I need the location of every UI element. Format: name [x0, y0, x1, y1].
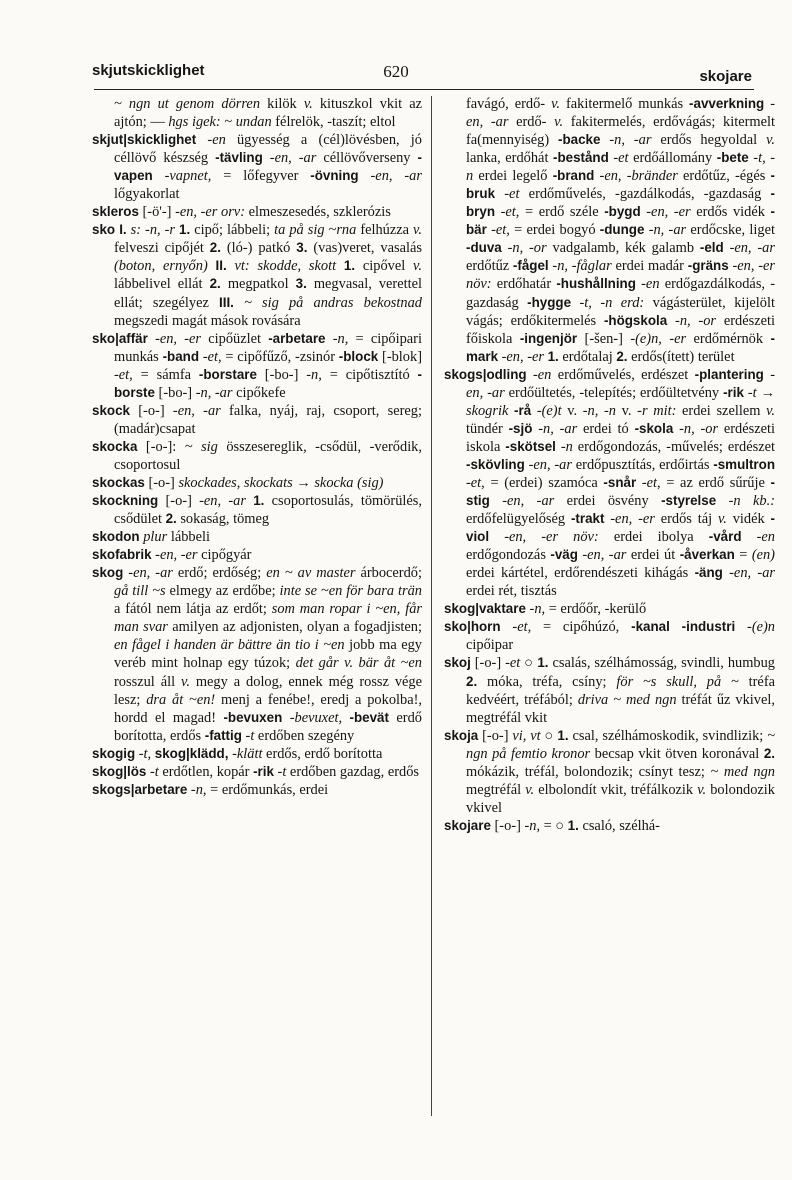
dictionary-entry: skogs|arbetare -n, = erdőmunkás, erdei	[92, 781, 329, 798]
right-guide-word: skojare	[699, 68, 752, 85]
dictionary-entry: skog|lös -t erdőtlen, kopár -rik -t erdőben gazdag, erdős	[92, 763, 419, 780]
dictionary-entry: skoj [-o-] -et ○ 1. csalás, szélhámosság, svindli, humbug 2. móka, tréfa, csíny; för ~s skull, på ~ tréfa kedvéért, tréfából; driva ~ med ngn tréfát űz vkivel, megtréfál vkit	[444, 655, 775, 726]
dictionary-entry: sko|affär -en, -er cipőüzlet -arbetare -n, = cipőipari munkás -band -et, = cipőfűző, -zsinór -block [-blok] -et, = sámfa -borstare [-bo-] -n, = cipőtisztító -borste [-bo-] -n, -ar cipőkefe	[92, 330, 422, 401]
dictionary-entry: skoja [-o-] vi, vt ○ 1. csal, szélhámoskodik, svindlizik; ~ ngn på femtio kronor becsap vkit ötven koronával 2. mókázik, tréfál, bolondozik; csínyt tesz; ~ med ngn megtréfál v. elbolondít vkit, tréfálkozik v. bolondozik vkivel	[444, 727, 776, 816]
right-column	[444, 95, 775, 835]
dictionary-entry: skog -en, -ar erdő; erdőség; en ~ av master árbocerdő; gå till ~s elmegy az erdőbe; inte se ~en för bara trän a fától nem látja az erdőt; som man ropar i ~en, får man svar amilyen az adjonisten, olyan a fogadjisten; en fågel i handen är bättre än tio i ~en jobb ma egy veréb mint holnap egy túzok; det går v. bär åt ~en rosszul áll v. megy a dolog, ennek még rossz vége lesz; dra åt ~en! menj a fenébe!, eredj a pokolba!, hordd el magad! -bevuxen -bevuxet, -bevät erdő borította, erdős -fattig -t erdőben szegény	[92, 565, 422, 744]
header-rule	[94, 89, 754, 90]
dictionary-entry: skog|vaktare -n, = erdőőr, -kerülő	[444, 601, 647, 618]
page-number: 620	[383, 62, 409, 81]
dictionary-entry: skogs|odling -en erdőművelés, erdészet -plantering -en, -ar erdőültetés, -telepítés; erdőültetvény -rik -t → skogrik -rå -(e)t v. -n, -n v. -r mit: erdei szellem v. tündér -sjö -n, -ar erdei tó -skola -n, -or erdészeti iskola -skötsel -n erdőgondozás, -művelés; erdészet -skövling -en, -ar erdőpusztítás, erdőirtás -smultron -et, = (erdei) szamóca -snår -et, = az erdő sűrűje -stig -en, -ar erdei ösvény -styrelse -n kb.: erdőfelügyelőség -trakt -en, -er erdős táj v. vidék -viol -en, -er növ: erdei ibolya -vård -en erdőgondozás -väg -en, -ar erdei út -åverkan = (en) erdei kártétel, erdőrendészeti kihágás -äng -en, -ar erdei rét, tisztás	[444, 366, 776, 600]
dictionary-entry: sko|horn -et, = cipőhúzó, -kanal -industri -(e)n cipőipar	[444, 619, 775, 654]
left-guide-word: skjutskicklighet	[92, 62, 205, 79]
dictionary-entry: ~ ngn ut genom dörren kilök v. kituszkol vkit az ajtón; — hgs igek: ~ undan félrelök, -taszít; eltol	[114, 96, 423, 131]
left-column	[92, 95, 422, 799]
page-header	[0, 58, 792, 88]
dictionary-entry: skodon plur lábbeli	[92, 529, 210, 546]
dictionary-entry: skojare [-o-] -n, = ○ 1. csaló, szélhá-	[444, 817, 660, 834]
dictionary-entry: skockning [-o-] -en, -ar 1. csoportosulás, tömörülés, csődület 2. sokaság, tömeg	[92, 493, 422, 528]
dictionary-entry: skock [-o-] -en, -ar falka, nyáj, raj, csoport, sereg; (madár)csapat	[92, 402, 422, 437]
dictionary-entry: skleros [-ö'-] -en, -er orv: elmeszesedés, szklerózis	[92, 204, 391, 221]
dictionary-entry: favágó, erdő- v. fakitermelő munkás -avverkning -en, -ar erdő- v. fakitermelés, erdővágás; kitermelt fa(mennyiség) -backe -n, -ar erdős hegyoldal v. lanka, erdőhát -bestånd -et erdőállomány -bete -t, -n erdei legelő -brand -en, -bränder erdőtűz, -égés -bruk -et erdőművelés, -gazdálkodás, -gazdaság -bryn -et, = erdő széle -bygd -en, -er erdős vidék -bär -et, = erdei bogyó -dunge -n, -ar erdőcske, liget -duva -n, -or vadgalamb, kék galamb -eld -en, -ar erdőtűz -fågel -n, -fåglar erdei madár -gräns -en, -er növ: erdőhatár -hushållning -en erdőgazdálkodás, -gazdaság -hygge -t, -n erd: vágásterület, kijelölt vágás; erdőkitermelés -högskola -n, -or erdészeti főiskola -ingenjör [-šen-] -(e)n, -er erdőmérnök -mark -en, -er 1. erdőtalaj 2. erdős(ített) terület	[466, 96, 776, 365]
dictionary-entry: skocka [-o-]: ~ sig összesereglik, -csődül, -verődik, csoportosul	[92, 438, 422, 473]
dictionary-entry: skogig -t, skog|klädd, -klätt erdős, erdő borította	[92, 745, 383, 762]
dictionary-entry: skjut|skicklighet -en ügyesség a (cél)lövésben, jó céllövő készség -tävling -en, -ar céllövőverseny -vapen -vapnet, = lőfegyver -övning -en, -ar lőgyakorlat	[92, 132, 422, 203]
dictionary-entry: skofabrik -en, -er cipőgyár	[92, 547, 252, 564]
dictionary-entry: skockas [-o-] skockades, skockats → skocka (sig)	[92, 474, 384, 491]
column-divider	[431, 96, 432, 1116]
dictionary-entry: sko I. s: -n, -r 1. cipő; lábbeli; ta på sig ~rna felhúzza v. felveszi cipőjét 2. (ló-) patkó 3. (vas)veret, vasalás (boton, ernyőn) II. vt: skodde, skott 1. cipővel v. lábbelivel ellát 2. megpatkol 3. megvasal, verettel ellát; szegélyez III. ~ sig på andras bekostnad megszedi magát mások rovására	[92, 222, 422, 329]
